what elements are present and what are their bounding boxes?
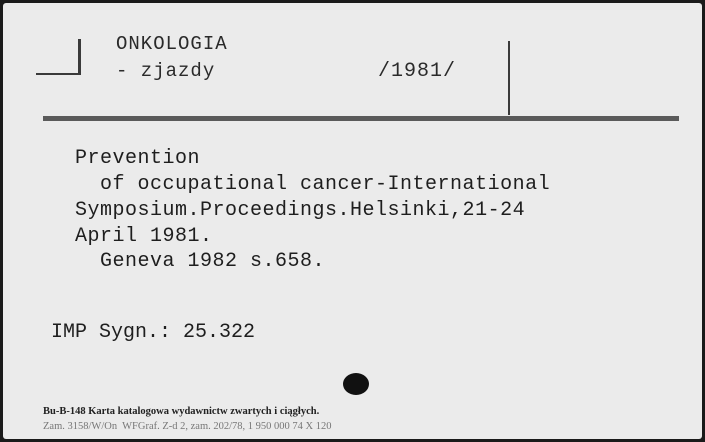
bracket-mark <box>78 39 81 75</box>
bracket-mark-base <box>36 73 81 75</box>
description-line-4: April 1981. <box>75 225 213 248</box>
description-line-1: Prevention <box>75 147 201 170</box>
description-line-5: Geneva 1982 s.658. <box>75 250 326 273</box>
subject-subdivision: - zjazdy <box>116 60 216 82</box>
year-label: /1981/ <box>378 60 457 83</box>
call-number: IMP Sygn.: 25.322 <box>51 321 256 344</box>
header-rule <box>43 116 679 121</box>
punch-hole <box>343 373 369 395</box>
catalog-card <box>3 3 702 439</box>
subject-heading: ONKOLOGIA <box>116 33 228 55</box>
header-divider <box>508 41 510 115</box>
description-line-3: Symposium.Proceedings.Helsinki,21-24 <box>75 199 526 222</box>
footer-print-info: Zam. 3158/W/On WFGraf. Z-d 2, zam. 202/78, 1 950 000 74 X 120 <box>43 421 332 432</box>
footer-form-title: Bu-B-148 Karta katalogowa wydawnictw zwartych i ciągłych. <box>43 406 320 417</box>
description-line-2: of occupational cancer-International <box>75 173 551 196</box>
